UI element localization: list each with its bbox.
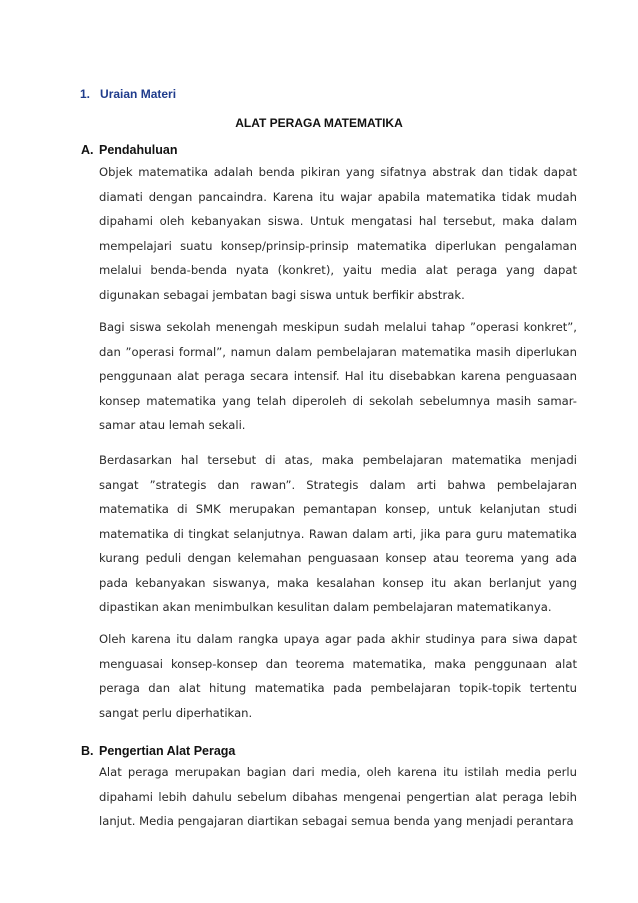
section-a-letter: A. <box>81 143 94 157</box>
section-heading-label: Uraian Materi <box>100 87 177 101</box>
section-b-title: Pengertian Alat Peraga <box>99 744 236 758</box>
section-b-paragraph-1: Alat peraga merupakan bagian dari media, oleh karena itu istilah media perlu dipahami lebih dahulu sebelum dibahas mengenai pengertian alat peraga lebih lanjut. Media pengajaran diartikan sebagai semua benda yang menjadi perantara <box>99 765 577 828</box>
document-title-text: ALAT PERAGA MATEMATIKA <box>235 116 403 130</box>
section-heading-number: 1. <box>80 87 91 101</box>
section-a-title: Pendahuluan <box>99 143 178 157</box>
section-heading <box>80 87 176 101</box>
section-a-paragraph-2: Bagi siswa sekolah menengah meskipun sudah melalui tahap ”operasi konkret”, dan ”operasi formal”, namun dalam pembelajaran matematika masih diperlukan penggunaan alat peraga secara intensif. Hal itu disebabkan karena penguasaan konsep matematika yang telah diperoleh di sekolah sebelumnya masih samar-samar atau lemah sekali. <box>99 320 577 432</box>
section-a-paragraph-4: Oleh karena itu dalam rangka upaya agar pada akhir studinya para siwa dapat menguasai konsep-konsep dan teorema matematika, maka penggunaan alat peraga dan alat hitung matematika pada pembelajaran topik-topik tertentu sangat perlu diperhatikan. <box>99 632 577 720</box>
document-title <box>0 116 638 130</box>
section-b-heading <box>81 744 235 758</box>
section-a-paragraph-3: Berdasarkan hal tersebut di atas, maka pembelajaran matematika menjadi sangat ”strategis dan rawan”. Strategis dalam arti bahwa pembelajaran matematika di SMK merupakan pemantapan konsep, untuk kelanjutan studi matematika di tingkat selanjutnya. Rawan dalam arti, jika para guru matematika kurang peduli dengan kelemahan penguasaan konsep atau teorema yang ada pada kebanyakan siswanya, maka kesalahan konsep itu akan berlanjut yang dipastikan akan menimbulkan kesulitan dalam pembelajaran matematikanya. <box>99 453 577 614</box>
section-a-paragraph-1: Objek matematika adalah benda pikiran yang sifatnya abstrak dan tidak dapat diamati dengan pancaindra. Karena itu wajar apabila matematika tidak mudah dipahami oleh kebanyakan siswa. Untuk mengatasi hal tersebut, maka dalam mempelajari suatu konsep/prinsip-prinsip matematika diperlukan pengalaman melalui benda-benda nyata (konkret), yaitu media alat peraga yang dapat digunakan sebagai jembatan bagi siswa untuk berfikir abstrak. <box>99 165 577 302</box>
section-b-letter: B. <box>81 744 94 758</box>
section-a-heading <box>81 143 177 157</box>
